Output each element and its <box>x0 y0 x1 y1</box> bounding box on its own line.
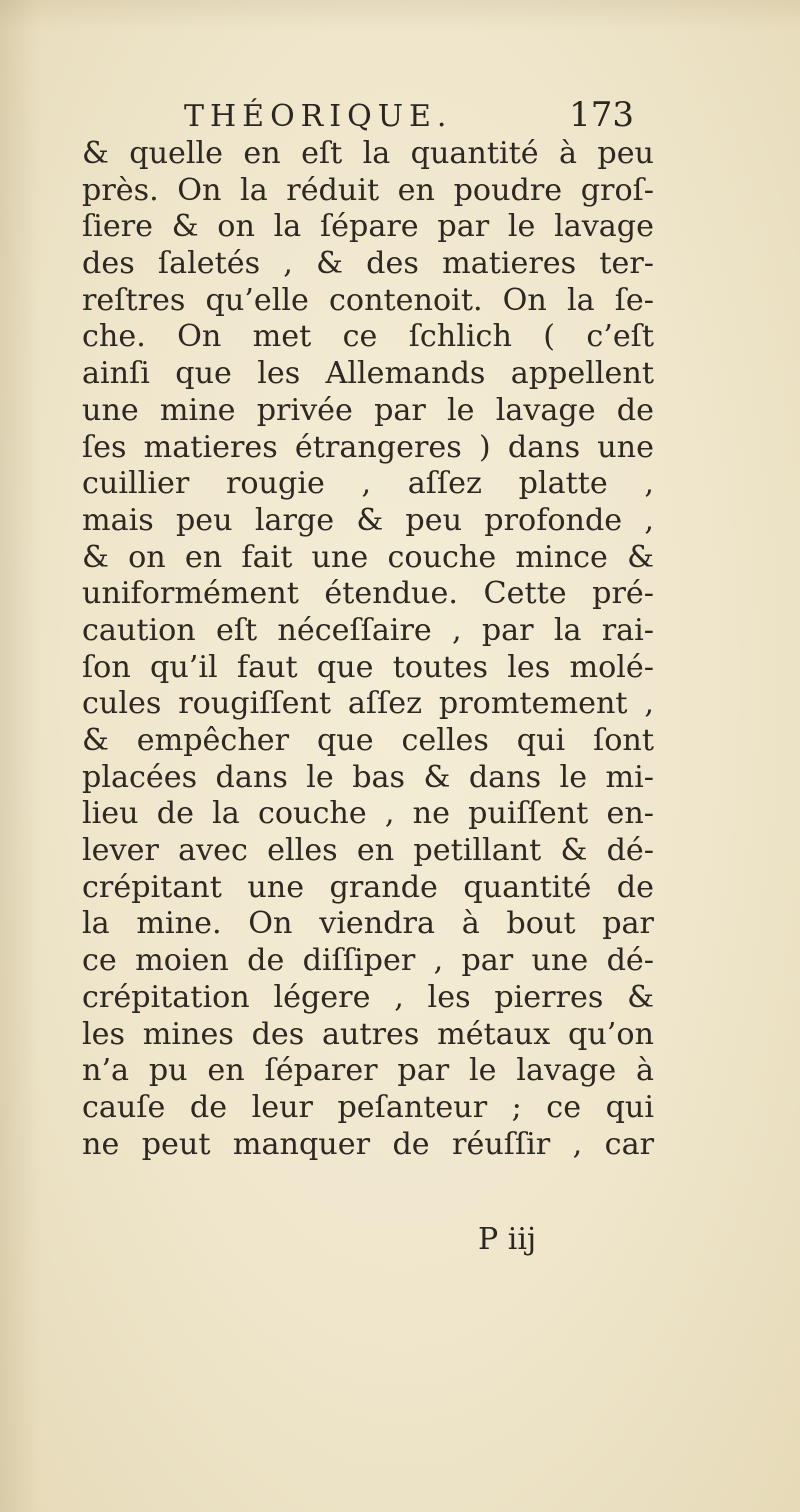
running-title: THÉORIQUE. <box>184 99 453 134</box>
text-line: reſtres qu’elle contenoit. On la ſe- <box>82 282 654 318</box>
page-header <box>184 95 634 139</box>
text-line: n’a pu en ſéparer par le lavage à <box>82 1053 654 1089</box>
text-line: crépitation légere , les pierres & <box>82 979 654 1015</box>
text-line: près. On la réduit en poudre groſ- <box>82 172 654 208</box>
text-line: caution eſt néceſſaire , par la rai- <box>82 612 654 648</box>
text-line: ce moien de diſſiper , par une dé- <box>82 943 654 979</box>
text-line: des ſaletés , & des matieres ter- <box>82 246 654 282</box>
text-line: cules rougiſſent aſſez promtement , <box>82 686 654 722</box>
body-text <box>82 136 654 1163</box>
text-line: les mines des autres métaux qu’on <box>82 1016 654 1052</box>
text-line: cuillier rougie , aſſez platte , <box>82 466 654 502</box>
text-line: ſon qu’il faut que toutes les molé- <box>82 649 654 685</box>
text-line: lever avec elles en petillant & dé- <box>82 833 654 869</box>
page-number: 173 <box>569 95 634 135</box>
text-line: une mine privée par le lavage de <box>82 392 654 428</box>
text-line: & empêcher que celles qui ſont <box>82 723 654 758</box>
text-line: ainſi que les Allemands appellent <box>82 356 654 392</box>
text-line: mais peu large & peu profonde , <box>82 502 654 538</box>
text-line: placées dans le bas & dans le mi- <box>82 759 654 795</box>
text-line: & on en fait une couche mince & <box>82 539 654 575</box>
text-line: ſiere & on la ſépare par le lavage <box>82 209 654 245</box>
text-line: la mine. On viendra à bout par <box>82 906 654 942</box>
text-line: ne peut manquer de réuſſir , car <box>82 1126 654 1162</box>
text-line: cauſe de leur peſanteur ; ce qui <box>82 1089 654 1125</box>
text-line: crépitant une grande quantité de <box>82 869 654 905</box>
text-line: lieu de la couche , ne puiſſent en- <box>82 796 654 832</box>
text-line: & quelle en eſt la quantité à peu <box>82 136 654 171</box>
text-line: uniformément étendue. Cette pré- <box>82 576 654 612</box>
text-line: ſes matieres étrangeres ) dans une <box>82 429 654 465</box>
text-line: che. On met ce ſchlich ( c’eſt <box>82 319 654 355</box>
signature-mark: P iij <box>478 1222 537 1257</box>
